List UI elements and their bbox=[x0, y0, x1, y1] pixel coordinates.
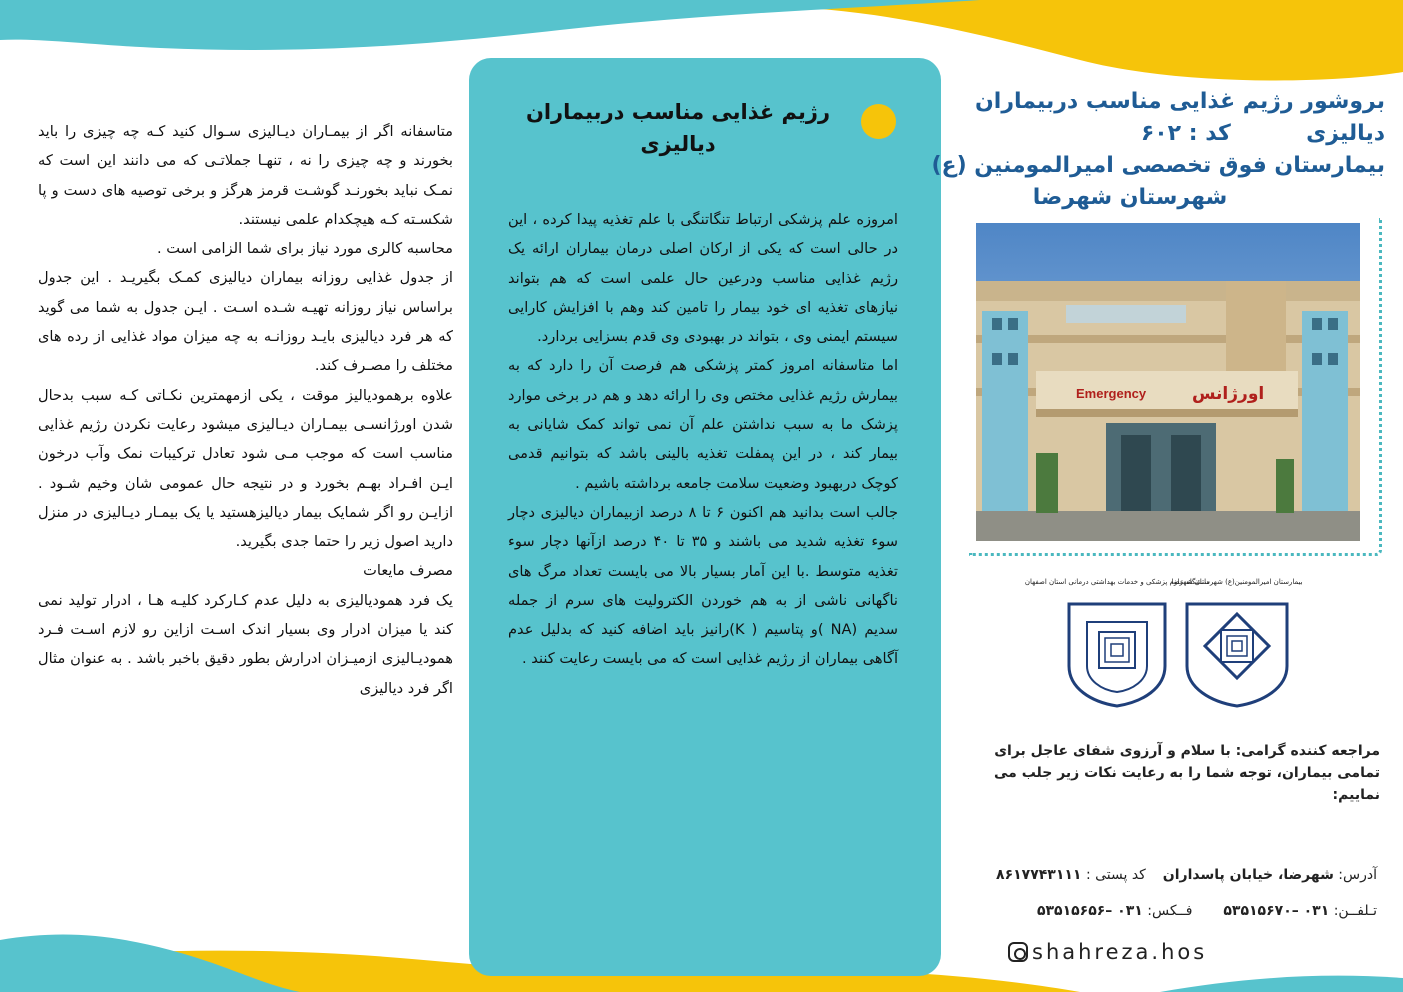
fax-label: فــکس: bbox=[1147, 903, 1193, 919]
middle-title-line1: رژیم غذایی مناسب دربیماران bbox=[525, 100, 831, 124]
left-column-text bbox=[38, 117, 453, 703]
address-value: شهرضا، خیابان پاسداران bbox=[1162, 867, 1334, 883]
hospital-logo-right bbox=[1171, 578, 1302, 706]
postal-label: کد پستی : bbox=[1085, 867, 1146, 883]
left-paragraph-2: محاسبه کالری مورد نیاز برای شما الزامی است . bbox=[157, 240, 453, 258]
middle-paragraph-1: امروزه علم پزشکی ارتباط تنگاتنگی با علم تغذیه پیدا کرده ، این در حالی است که یکی از ارکان اصلی درمان بیماران ارائه یک رژیم غذایی مناسب ودرعین حال علمی است که هم بتواند نیازهای تغذیه ای خود بیمار را تامین کند وهم با افزایش کارایی سیستم ایمنی وی ، بتواند در بهبودی وی قدم بسزایی بردارد. bbox=[508, 211, 898, 346]
postal-value: ۸۶۱۷۷۴۳۱۱۱ bbox=[996, 867, 1082, 883]
brochure-title-dialysis: دیالیزی bbox=[1306, 121, 1385, 146]
greeting-text: مراجعه کننده گرامی: با سلام و آرزوی شفای عاجل برای تمامی بیماران، توجه شما را به رعایت نکات زیر جلب می نماییم: bbox=[993, 743, 1380, 803]
logo-right-caption: بیمارستان امیرالمومنین(ع) شهرستان شهرضا bbox=[1171, 578, 1303, 586]
hospital-name: بیمارستان فوق تخصصی امیرالمومنین (ع) bbox=[931, 153, 1385, 178]
middle-paragraph-3: جالب است بدانید هم اکنون ۶ تا ۸ درصد ازبیماران دیالیزی دچار سوء تغذیه شدید می باشند و ۳۵ تا ۴۰ درصد ازآنها دچار سوء تغذیه متوسط .با این آمار بسیار بالا می بایست تعداد مرگ های ناگهانی ناشی از به هم خوردن الکترولیت های سرم از جمله سدیم (NA )و پتاسیم ( K)رانیز باید اضافه کنید که بدلیل عدم آگاهی بیماران از رژیم غذایی است که می بایست رعایت کنند . bbox=[508, 503, 898, 668]
fax-value: ۰۳۱ –۵۳۵۱۵۶۵۶ bbox=[1036, 903, 1143, 919]
phone-value: ۰۳۱ –۵۳۵۱۵۶۷۰ bbox=[1223, 903, 1330, 919]
left-paragraph-6: یک فرد همودیالیزی به دلیل عدم کـارکرد کلیـه هـا ، ادرار تولید نمی کند یا میزان ادرار وی بسیار اندک اسـت ازاین رو لازم اسـت فـرد همودیـالیزی ازمیـزان ادرارش بطور دقیق باخبر باشد . به عنوان مثال اگر فرد دیالیزی bbox=[38, 591, 453, 697]
photo-sign-english: Emergency bbox=[1076, 386, 1147, 401]
brochure-title-line2 bbox=[955, 118, 1385, 150]
address-line bbox=[905, 867, 1377, 883]
phone-label: تـلفــن: bbox=[1333, 903, 1377, 919]
middle-title-line2: دیالیزی bbox=[640, 132, 716, 156]
photo-sign-persian: اورژانس bbox=[1192, 384, 1265, 404]
instagram-handle[interactable] bbox=[1008, 937, 1207, 967]
bottom-right-teal-wave bbox=[1160, 976, 1403, 992]
logos-area bbox=[1024, 570, 1303, 710]
brochure-code: کد : ۶۰۲ bbox=[1140, 121, 1231, 146]
left-paragraph-4: علاوه برهمودیالیز موقت ، یکی ازمهمترین نکـاتی کـه سبب بدحال شدن اورژانسـی بیمـاران دیـالیزی میشود رعایت نکردن رژیم غذایی مناسب است که موجب مـی شود تعادل ترکیبات نمک وآب درخون ایـن افـراد بهـم بخورد و در نتیجه حال عمومی شان وخیم شـود . ازایـن رو اگر شمایک بیمار دیالیزهستید یا یک بیمـار دیـالیزی در منزل دارید اصول زیر را حتما جدی بگیرید. bbox=[38, 386, 453, 551]
left-paragraph-3: از جدول غذایی روزانه بیماران دیالیزی کمـک بگیریـد . این جدول براساس نیاز روزانه تهیـه شـده اسـت . ایـن جدول به شما می گوید که هر فرد دیالیزی بایـد روزانـه به چه میزان مواد غذایی از رده های مختلف را مصـرف کند. bbox=[38, 269, 453, 375]
brochure-title bbox=[931, 86, 1385, 214]
top-teal-wave bbox=[0, 0, 980, 50]
logo-left-caption: دانشگاه علوم پزشکی و خدمات بهداشتی درمانی استان اصفهان bbox=[1024, 578, 1210, 586]
address-label: آدرس: bbox=[1338, 867, 1377, 883]
left-paragraph-5: مصرف مایعات bbox=[363, 562, 453, 580]
yellow-dot-bullet bbox=[861, 104, 896, 139]
instagram-text[interactable]: shahreza.hos bbox=[1032, 940, 1208, 964]
instagram-icon bbox=[1008, 942, 1028, 962]
left-paragraph-1: متاسفانه اگر از بیمـاران دیـالیزی سـوال کنید کـه چه چیزی را باید بخورند و چه چیزی را نه ، تنهـا جملاتـی که می دانند این است که نمـک نباید بخورنـد گوشـت قرمز هرگز و برخی توصیه های دست و پا شکسـته کـه هیچکدام علمی نیستند. bbox=[38, 123, 453, 228]
phone-fax-line bbox=[905, 903, 1377, 919]
hospital-photo bbox=[976, 223, 1360, 541]
middle-paragraph-2: اما متاسفانه امروز کمتر پزشکی هم فرصت آن را دارد که به بیمارش رژیم غذایی مختص وی را ارائه دهد و هم در برخی موارد پزشک ما به سبب نداشتن علم آن نمی تواند کمک شایانی به بیمار کند ، در این پمفلت تغذیه بالینی باشد که بتوانیم قدمی کوچک دربهبود وضعیت سلامت جامعه برداشته باشیم . bbox=[508, 357, 898, 492]
middle-column-text bbox=[508, 205, 898, 674]
city-name: شهرستان شهرضا bbox=[1032, 185, 1228, 210]
middle-title bbox=[520, 96, 836, 160]
brochure-title-line1: بروشور رژیم غذایی مناسب دربیماران bbox=[975, 89, 1385, 114]
